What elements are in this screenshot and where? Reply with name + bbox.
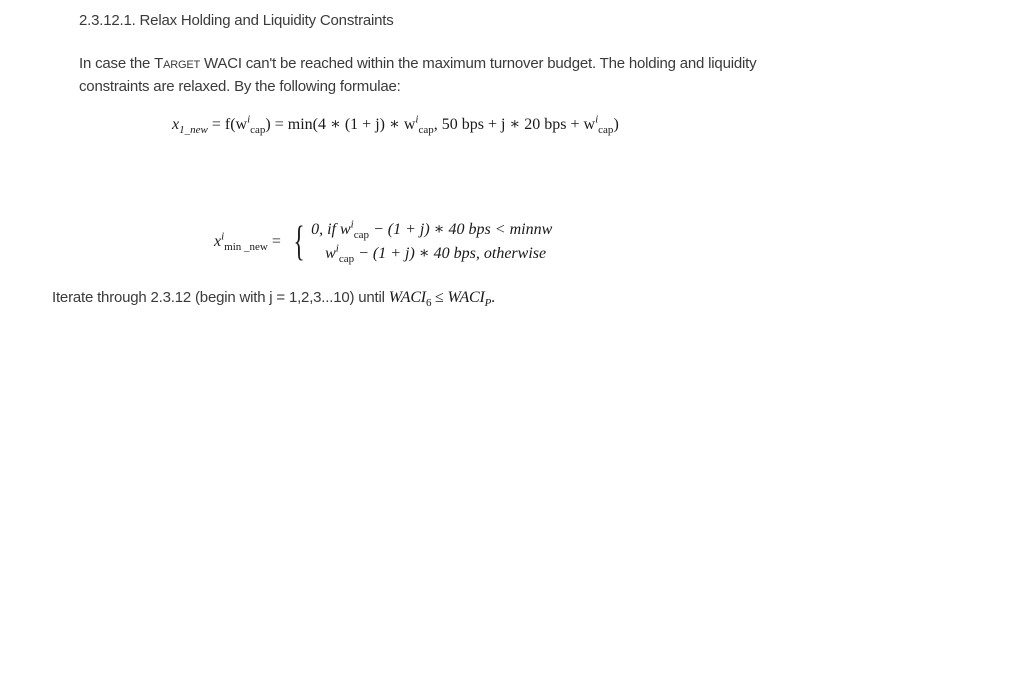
f1-lhs-var: x — [172, 116, 180, 133]
waci-end: . — [491, 289, 495, 306]
case1-w-sup: i — [350, 218, 354, 231]
f1-w-sub-3: cap — [598, 124, 614, 137]
waci-condition — [388, 289, 495, 310]
case2-w-sub: cap — [338, 253, 355, 266]
waci-rel: ≤ — [431, 289, 448, 306]
iterate-text: Iterate through 2.3.12 (begin with j = 1,2,3...10) until — [52, 289, 389, 306]
section-heading: 2.3.12.1. Relax Holding and Liquidity Constraints — [79, 12, 394, 29]
f2-lhs-sub: min _new — [224, 241, 268, 254]
f1-w-sup-2: i — [415, 113, 419, 126]
cases-brace: { — [293, 219, 305, 265]
case2-end: − (1 + j) ∗ 40 bps, otherwise — [354, 245, 547, 262]
f1-mid: ) = min(4 ∗ (1 + j) ∗ w — [265, 116, 416, 133]
case2-start: w — [325, 245, 336, 262]
target-smallcaps: Target — [154, 55, 201, 72]
f1-w-sup-1: i — [247, 113, 251, 126]
f1-w-sup-3: i — [595, 113, 599, 126]
case-1 — [311, 218, 552, 242]
iterate-line — [52, 289, 495, 310]
cases-block — [311, 218, 552, 266]
f1-end: ) — [613, 116, 619, 133]
f2-lhs-sup: i — [221, 230, 225, 243]
f1-w-sub-2: cap — [418, 124, 434, 137]
case2-w-sup: i — [335, 242, 339, 255]
f2-lhs — [214, 230, 281, 254]
waci-rhs-sub: P — [484, 297, 492, 310]
intro-text-start: In case the — [79, 55, 155, 72]
intro-paragraph — [79, 52, 799, 98]
formula-x1-new — [172, 113, 619, 137]
f2-lhs-var: x — [214, 233, 222, 250]
case1-end: − (1 + j) ∗ 40 bps < minnw — [368, 221, 553, 238]
f2-equals: = — [271, 233, 281, 250]
waci-lhs-sub: 6 — [425, 297, 432, 310]
waci-rhs: WACI — [447, 289, 485, 306]
f1-func: = f(w — [207, 116, 248, 133]
waci-lhs: WACI — [388, 289, 426, 306]
f1-tail: , 50 bps + j ∗ 20 bps + w — [433, 116, 596, 133]
case1-start: 0, if w — [311, 221, 351, 238]
formula-x-min-new — [214, 218, 552, 266]
f1-w-sub-1: cap — [250, 124, 266, 137]
case-2 — [311, 242, 552, 266]
case1-w-sub: cap — [353, 229, 369, 242]
intro-text-end: WACI can't be reached within the maximum turnover budget. The holding and liquidity constraints are relaxed. By the following formulae: — [79, 55, 757, 95]
f1-lhs-sub: 1_new — [179, 124, 208, 137]
